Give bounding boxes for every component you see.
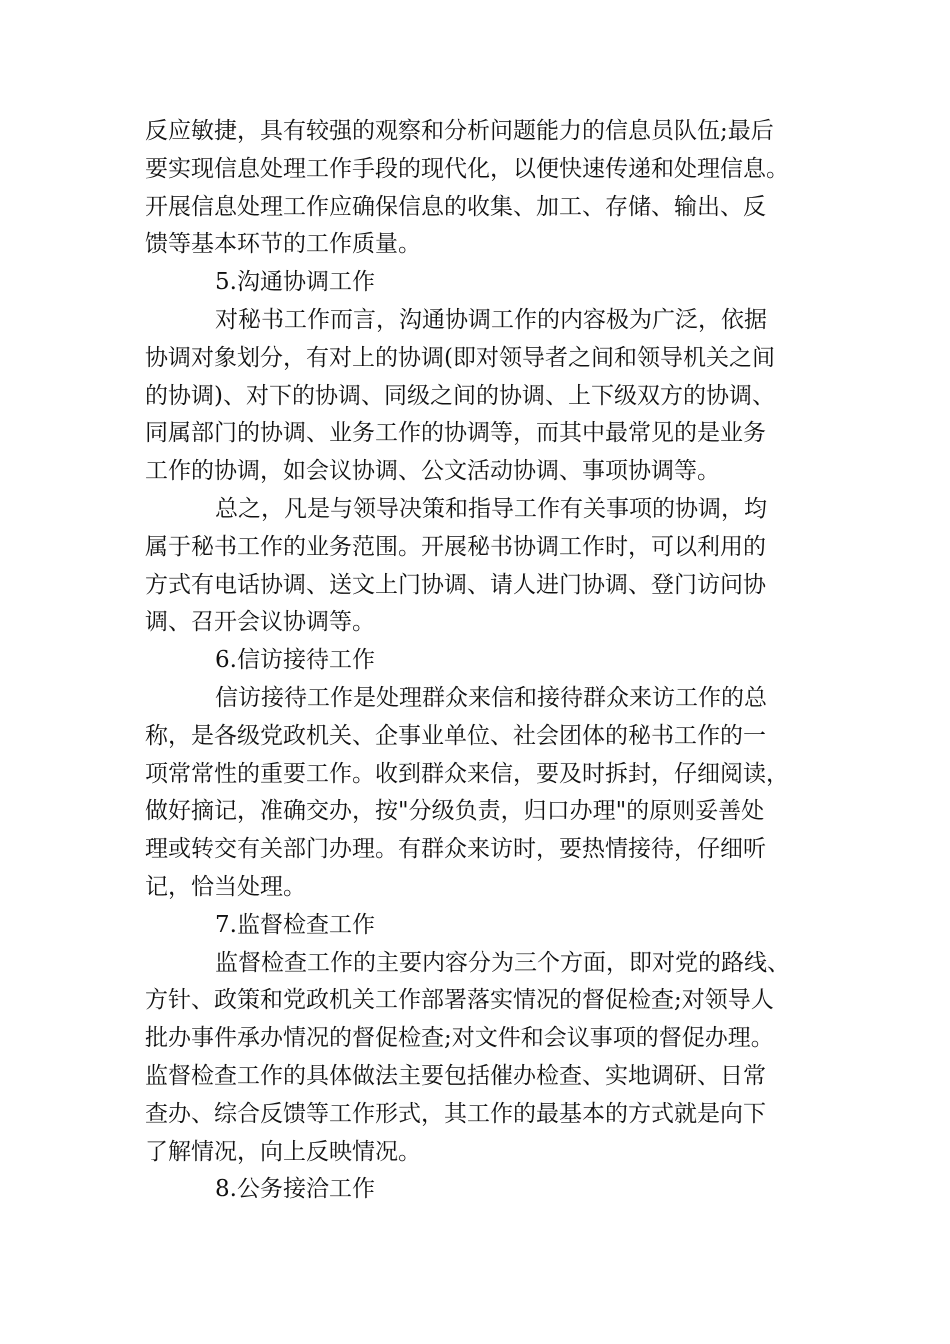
body-text-line: 馈等基本环节的工作质量。	[145, 231, 421, 258]
body-text-line: 协调对象划分，有对上的协调(即对领导者之间和领导机关之间	[145, 344, 775, 371]
body-text-line: 理或转交有关部门办理。有群众来访时，要热情接待，仔细听	[145, 836, 766, 863]
body-text-line: 查办、综合反馈等工作形式，其工作的最基本的方式就是向下	[145, 1100, 766, 1127]
section-heading: 8.公务接洽工作	[215, 1176, 375, 1203]
section-heading: 7.监督检查工作	[215, 911, 375, 938]
body-text-line: 称，是各级党政机关、企事业单位、社会团体的秘书工作的一	[145, 722, 766, 749]
body-text-line: 记，恰当处理。	[145, 873, 306, 900]
body-text-line: 了解情况，向上反映情况。	[145, 1138, 421, 1165]
section-heading: 5.沟通协调工作	[215, 269, 375, 296]
body-text-line: 方针、政策和党政机关工作部署落实情况的督促检查;对领导人	[145, 987, 774, 1014]
body-text-line: 方式有电话协调、送文上门协调、请人进门协调、登门访问协	[145, 571, 766, 598]
body-text-line: 的协调)、对下的协调、同级之间的协调、上下级双方的协调、	[145, 382, 775, 409]
body-text-line: 调、召开会议协调等。	[145, 609, 375, 636]
body-text-line: 监督检查工作的具体做法主要包括催办检查、实地调研、日常	[145, 1062, 766, 1089]
section-heading: 6.信访接待工作	[215, 647, 375, 674]
body-text-line: 工作的协调，如会议协调、公文活动协调、事项协调等。	[145, 458, 720, 485]
body-text-line: 做好摘记，准确交办，按"分级负责，归口办理"的原则妥善处	[145, 798, 765, 825]
body-text-line: 批办事件承办情况的督促检查;对文件和会议事项的督促办理。	[145, 1025, 774, 1052]
paragraph-first-line: 信访接待工作是处理群众来信和接待群众来访工作的总	[215, 684, 767, 711]
paragraph-first-line: 总之，凡是与领导决策和指导工作有关事项的协调，均	[215, 495, 767, 522]
document-body	[145, 113, 810, 1209]
body-text-line: 同属部门的协调、业务工作的协调等，而其中最常见的是业务	[145, 420, 766, 447]
body-text-line: 要实现信息处理工作手段的现代化，以便快速传递和处理信息。	[145, 155, 789, 182]
body-text-line: 开展信息处理工作应确保信息的收集、加工、存储、输出、反	[145, 193, 766, 220]
body-text-line: 项常常性的重要工作。收到群众来信，要及时拆封，仔细阅读，	[145, 760, 789, 787]
body-text-line: 反应敏捷，具有较强的观察和分析问题能力的信息员队伍;最后	[145, 118, 774, 144]
paragraph-first-line: 对秘书工作而言，沟通协调工作的内容极为广泛，依据	[215, 306, 767, 333]
body-text-line: 属于秘书工作的业务范围。开展秘书协调工作时，可以利用的	[145, 533, 766, 560]
paragraph-first-line: 监督检查工作的主要内容分为三个方面，即对党的路线、	[215, 949, 790, 976]
